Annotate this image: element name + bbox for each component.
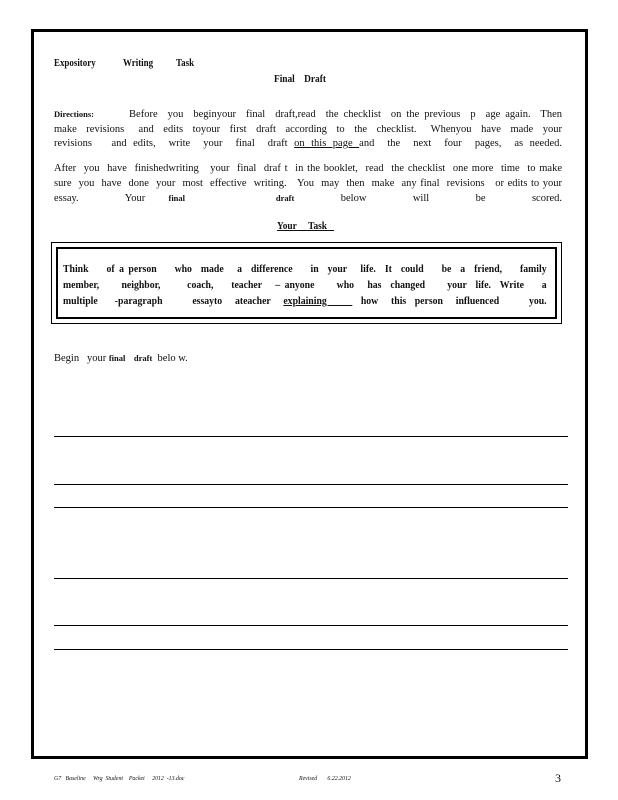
writing-line[interactable] (54, 625, 568, 626)
task-box-inner (56, 247, 557, 319)
on-this-page-underline: on this page (294, 138, 360, 149)
explaining-underline: explaining (283, 296, 353, 307)
writing-line[interactable] (54, 436, 568, 437)
writing-line[interactable] (54, 484, 568, 485)
instructions-line-1: After you have finishedwriting your final draf t in the booklet, read the checklist one more time to make (54, 163, 562, 174)
header-writing: Writing (123, 58, 154, 69)
your-task-heading: Your Task (277, 220, 327, 232)
writing-line[interactable] (54, 507, 568, 508)
directions-line-2: make revisions and edits toyour first draft according to the checklist. Whenyou have made your (54, 123, 562, 135)
directions-line-1: Directions: Before you beginyour final draft,read the checklist on the previous p age again. Then (54, 109, 562, 120)
task-line-2: member, neighbor, coach, teacher – anyone who has changed your life. Write a (63, 280, 547, 291)
page-title: Final Draft (274, 73, 326, 85)
writing-line[interactable] (54, 649, 568, 650)
task-line-3: multiple -paragraph essayto ateacher explaining how this person influenced you. (63, 296, 547, 307)
footer-revised: Revised 6.22.2012 (299, 775, 351, 782)
task-line-1: Think of a person who made a difference in your life. It could be a friend, family (63, 264, 547, 275)
page-number: 3 (555, 771, 561, 785)
instructions-line-2: sure you have done your most effective writing. You may then make any final revisions or edits to your (54, 177, 562, 189)
footer-filename: G7 Baseline Wrg Student Packet 2012 -13.doc (54, 775, 185, 782)
begin-instruction: Begin your final draft belo w. (54, 353, 188, 364)
instructions-line-3: essay. Your final draft below will be scored. (54, 193, 562, 204)
directions-line-3: revisions and edits, write your final draft on this page and the next four pages, as needed. (54, 138, 563, 149)
directions-paragraph (54, 107, 562, 152)
writing-line[interactable] (54, 578, 568, 579)
task-box (51, 242, 562, 324)
header-task: Task (176, 58, 195, 69)
instructions-paragraph (54, 162, 562, 207)
directions-label: Directions: (54, 109, 94, 119)
header-expository: Expository (54, 58, 96, 69)
